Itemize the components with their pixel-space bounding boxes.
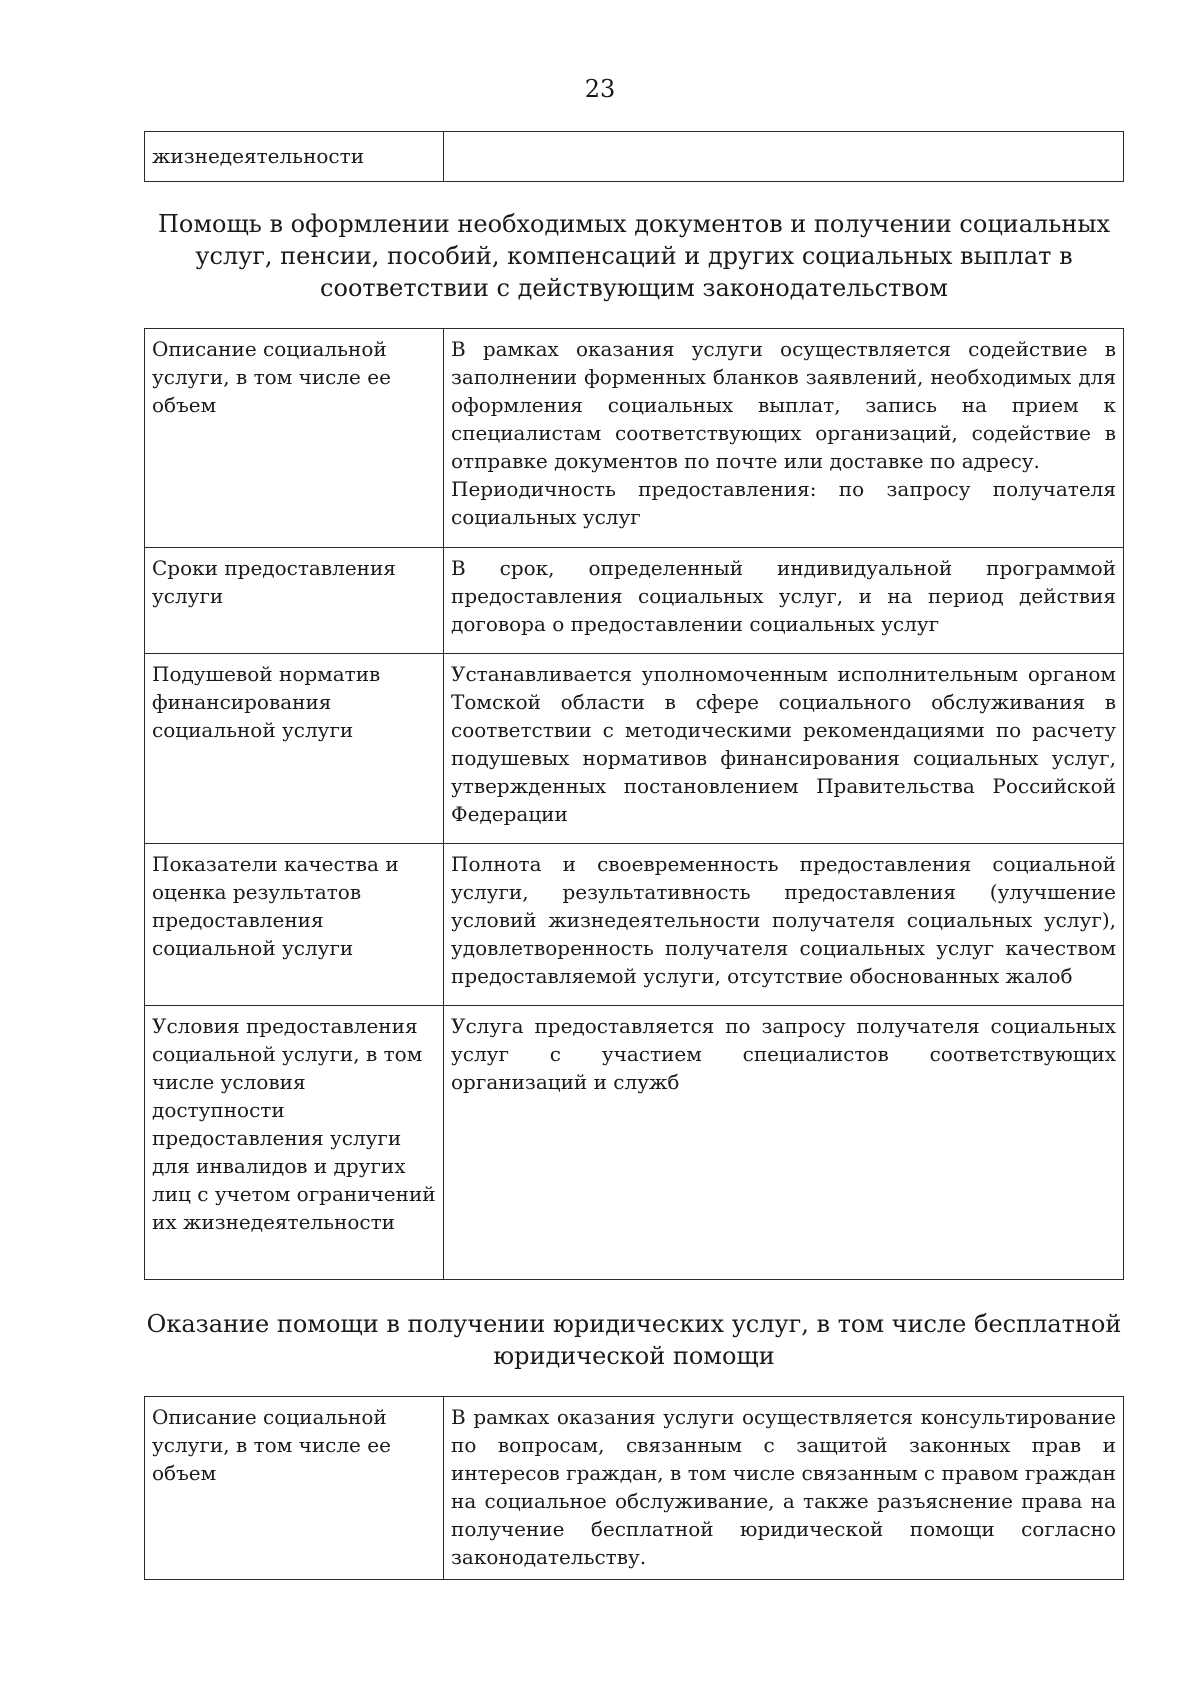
page-number: 23 [584,75,616,103]
row-value: В срок, определенный индивидуальной программой предоставления социальных услуг, и на период действия договора о предоставлении социальных услуг [444,548,1124,654]
table-row [145,329,1124,548]
table-row [145,548,1124,654]
legal-assistance-table [144,1396,1124,1580]
table-row [145,1006,1124,1280]
row-label: Условия предоставления социальной услуги, в том числе условия доступности предоставления услуги для инвалидов и других лиц с учетом ограничений их жизнедеятельности [145,1006,444,1280]
document-assistance-table [144,328,1124,1280]
row-value-description: В рамках оказания услуги осуществляется содействие в заполнении форменных бланков заявлений, необходимых для оформления социальных выплат, запись на прием к специалистам соответствующих организаций, содействие в отправке документов по почте или доставке по адресу. [451,337,1116,473]
row-value-periodicity: Периодичность предоставления: по запросу получателя социальных услуг [451,477,1116,529]
row-label: Показатели качества и оценка результатов предоставления социальной услуги [145,844,444,1006]
row-value [444,132,1124,182]
row-label: Описание социальной услуги, в том числе ее объем [145,1397,444,1580]
continuation-table [144,131,1124,182]
row-value: В рамках оказания услуги осуществляется консультирование по вопросам, связанным с защитой законных прав и интересов граждан, в том числе связанным с правом граждан на социальное обслуживание, а также разъяснение права на получение бесплатной юридической помощи согласно законодательству. [444,1397,1124,1580]
row-value: Устанавливается уполномоченным исполнительным органом Томской области в сфере социального обслуживания в соответствии с методическими рекомендациями по расчету подушевых нормативов финансирования социальных услуг, утвержденных постановлением Правительства Российской Федерации [444,654,1124,844]
row-label: Сроки предоставления услуги [145,548,444,654]
row-value: Полнота и своевременность предоставления социальной услуги, результативность предоставления (улучшение условий жизнедеятельности получателя социальных услуг), удовлетворенность получателя социальных услуг качеством предоставляемой услуги, отсутствие обоснованных жалоб [444,844,1124,1006]
table-row [145,1397,1124,1580]
section-title-document-assistance: Помощь в оформлении необходимых документов и получении социальных услуг, пенсии, пособий, компенсаций и других социальных выплат в соответствии с действующим законодательством [158,210,1110,302]
row-label: Описание социальной услуги, в том числе ее объем [145,329,444,548]
table-row [145,132,1124,182]
table-row [145,654,1124,844]
row-label: Подушевой норматив финансирования социальной услуги [145,654,444,844]
row-value [444,329,1124,548]
section-title-legal-assistance: Оказание помощи в получении юридических услуг, в том числе бесплатной юридической помощи [146,1310,1122,1370]
table-row [145,844,1124,1006]
row-label: жизнедеятельности [145,132,444,182]
row-value: Услуга предоставляется по запросу получателя социальных услуг с участием специалистов соответствующих организаций и служб [444,1006,1124,1280]
